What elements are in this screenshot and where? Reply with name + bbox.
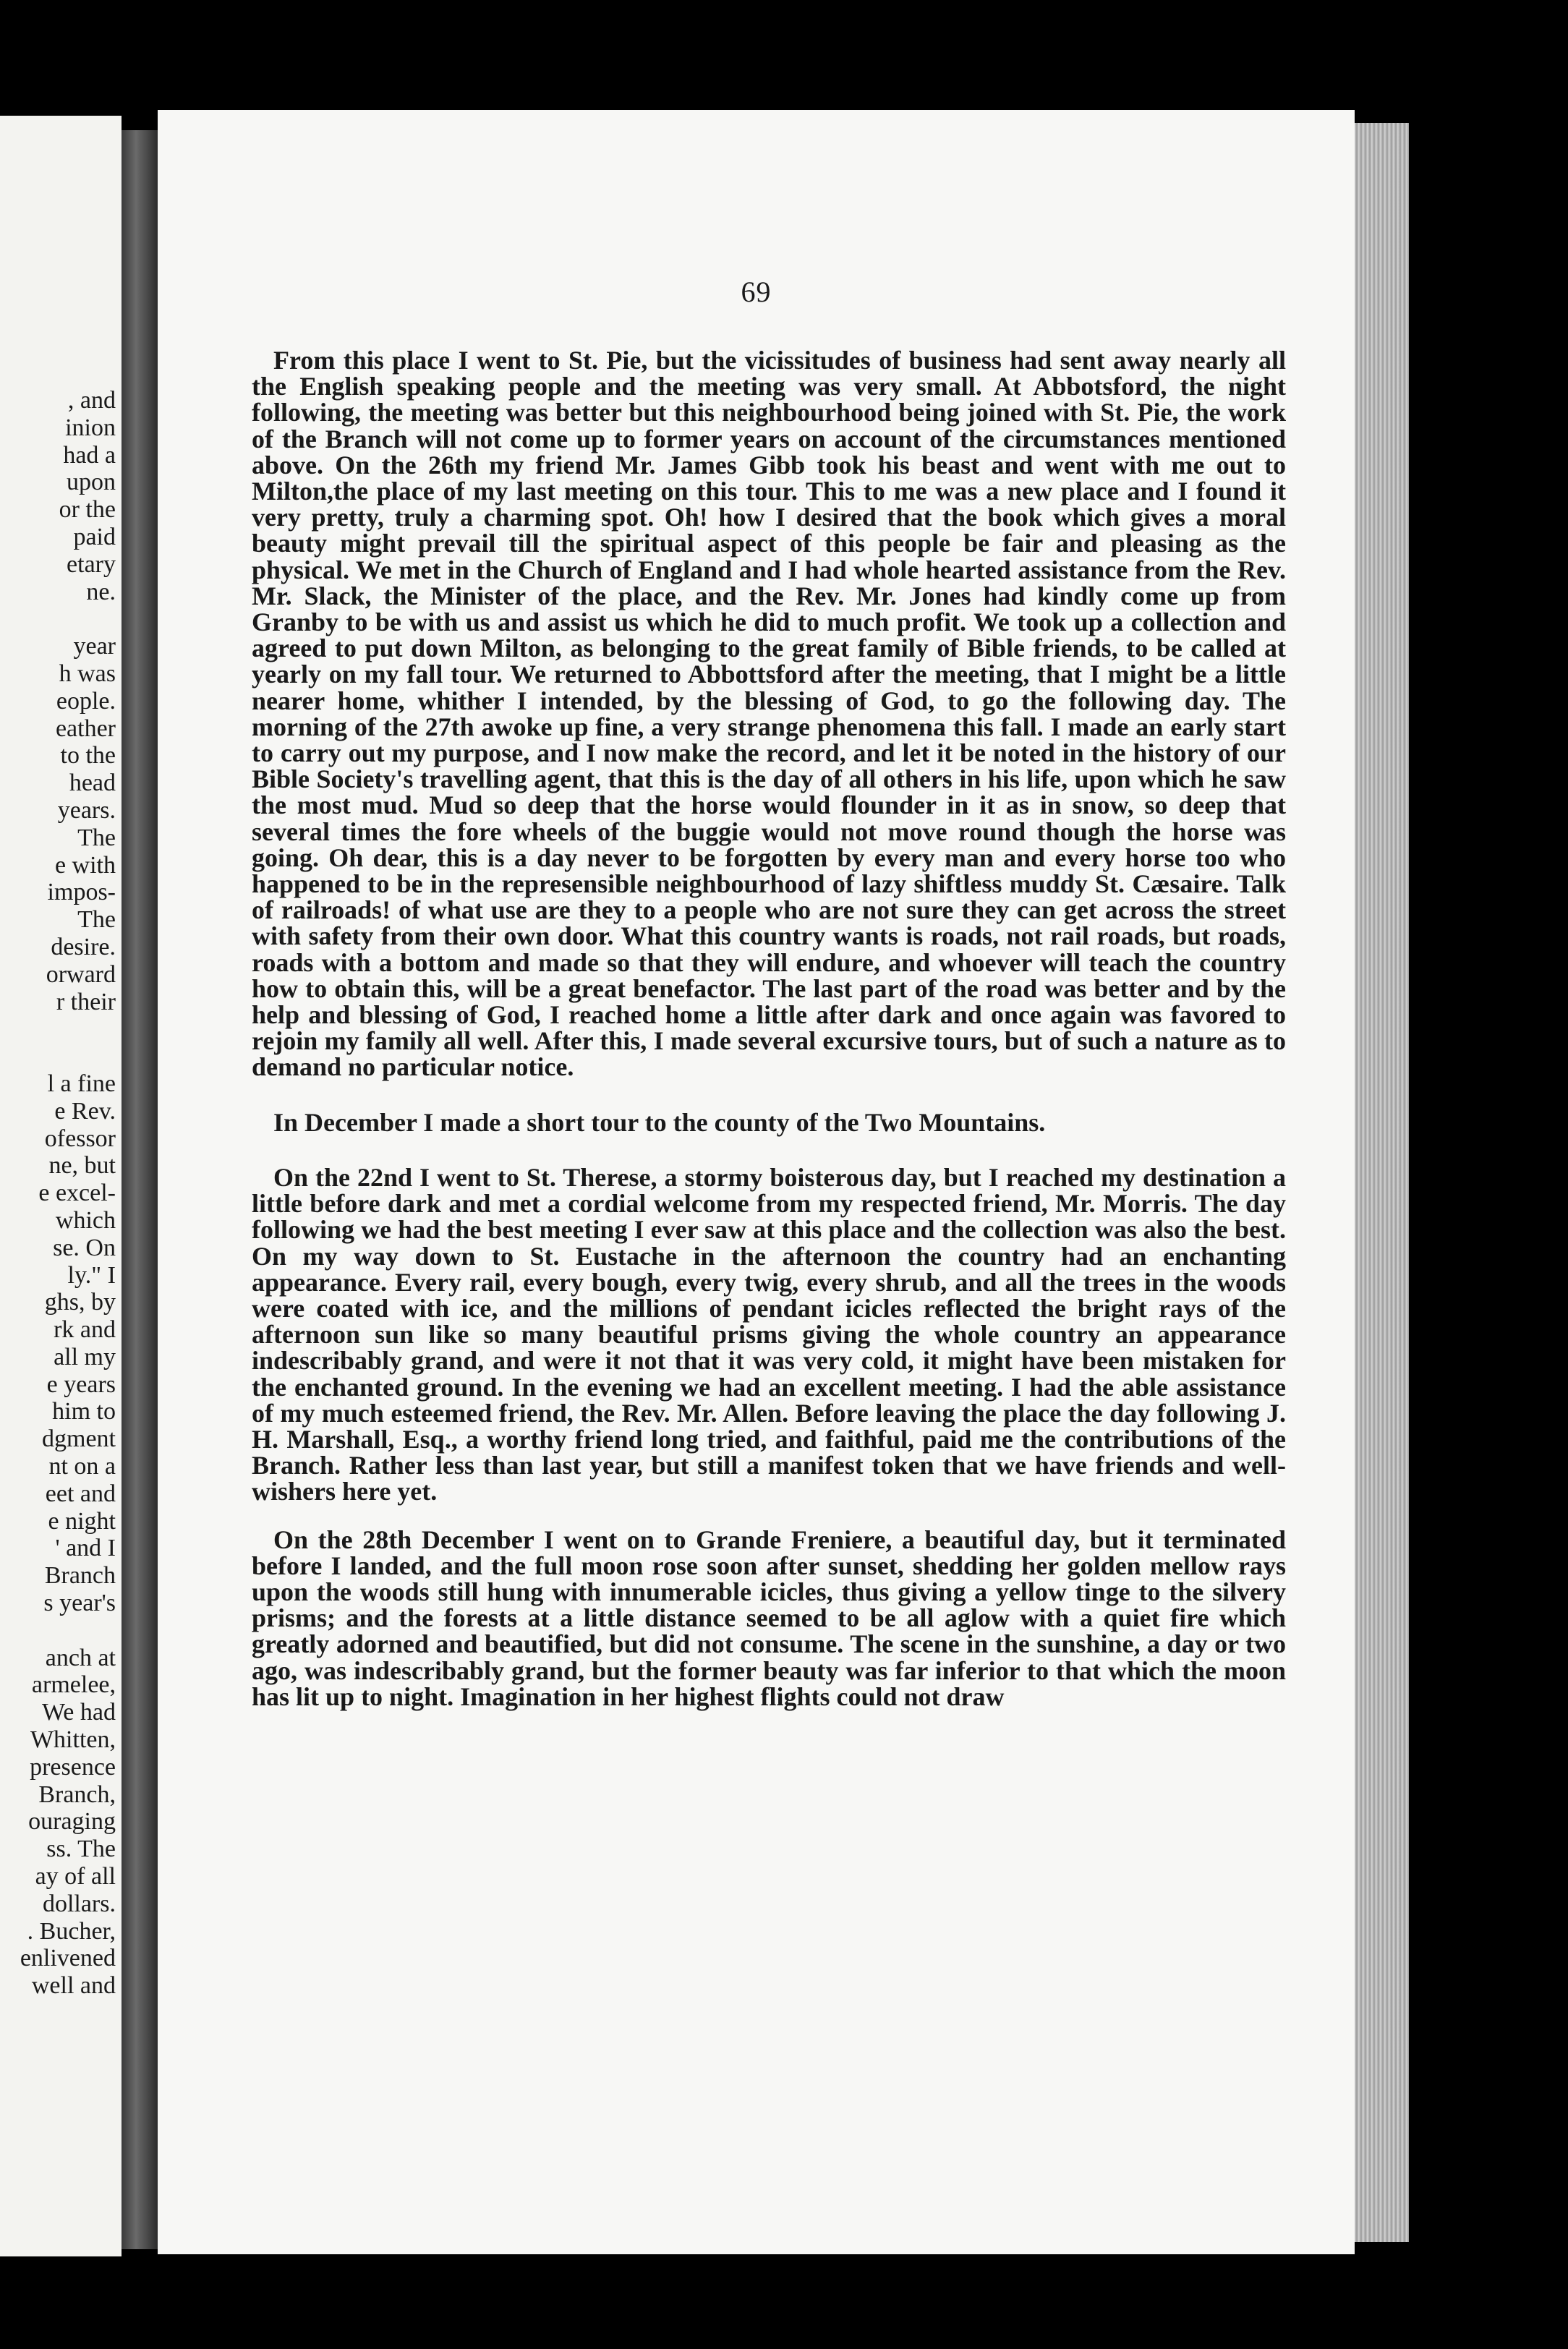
paragraph-2: In December I made a short tour to the county of the Two Mountains. [273,1107,1046,1137]
left-page-line: year [73,633,116,660]
left-page-line: ghs, by [44,1289,116,1316]
left-page-line: ly." I [67,1261,116,1289]
left-page-line: dgment [42,1425,116,1453]
left-page-line: armelee, [31,1671,116,1699]
left-page-line: paid [73,523,116,550]
left-page-line: e excel- [38,1180,116,1207]
left-page-line: We had [41,1699,116,1726]
left-page-line: e Rev. [54,1097,116,1125]
left-page-line: eather [55,715,116,742]
left-page-line [0,1043,116,1070]
left-page-line: s year's [43,1590,116,1617]
left-page-line: which [55,1206,116,1234]
left-page-text-fragments [0,387,116,2000]
left-page-line: dollars. [42,1890,116,1917]
left-page-line [0,1617,116,1645]
left-page-line: ofessor [44,1125,116,1152]
left-page-line: ' and I [55,1535,116,1562]
left-page-line: , and [67,387,116,414]
left-page-line: Branch, [38,1781,116,1808]
left-page-line: presence [30,1753,116,1781]
left-page-line: to the [60,742,116,770]
left-page-line: enlivened [20,1945,116,1972]
left-page-line: well and [31,1972,116,2000]
left-page-line: se. On [53,1234,116,1261]
left-page-line [0,1015,116,1043]
left-page-line: Branch [44,1562,116,1590]
left-page-line: . Bucher, [27,1917,116,1945]
left-page-line: anch at [45,1644,116,1671]
left-page-line: The [77,906,116,934]
left-page-line: rk and [54,1316,116,1344]
left-page-line: e years [46,1370,116,1398]
paragraph-4: On the 28th December I went on to Grande Freniere, a beautiful day, but it terminated before I landed, and the full moon rose soon after sunset, shedding her golden mellow rays upon the woods still hung with innumerable icicles, thus giving a yellow tinge to the silvery prisms; and the forests at a little distance seemed to be all aglow with a quiet fire which greatly adorned and beautified, but did not consume. The scene in the sunshine, a day or two ago, was indescribably grand, but the former beauty was far inferior to that which the moon has lit up to night. Imagination in her highest flights could not draw [252,1525,1286,1711]
left-page-line: ss. The [46,1836,116,1863]
left-page-line: Whitten, [30,1726,116,1754]
left-page-line: head [69,770,116,797]
left-page-line: ne, but [48,1152,116,1180]
left-page-line [0,605,116,633]
paragraph-3: On the 22nd I went to St. Therese, a stormy boisterous day, but I reached my destination a little before dark and met a cordial welcome from my respected friend, Mr. Morris. The day following we had the best meeting I ever saw at this place and the collection was also the best. On my way down to St. Eustache in the afternoon the country had an enchanting appearance. Every rail, every bough, every twig, every shrub, and all the trees in the woods were coated with ice, and the millions of pendant icicles reflected the bright rays of the afternoon sun like so many beautiful prisms giving the whole country an appearance indescribably grand, and were it not that it was very cold, it might have been mistaken for the enchanted ground. In the evening we had an excellent meeting. I had the able assistance of my much esteemed friend, the Rev. Mr. Allen. Before leaving the place the day following J. H. Marshall, Esq., a worthy friend long tried, and faithful, paid me the contributions of the Branch. Rather less than last year, but still a manifest token that we have friends and well-wishers here yet. [252,1162,1286,1506]
left-page-line: r their [56,988,116,1015]
left-page-line: orward [46,960,116,988]
left-page-line: nt on a [48,1453,116,1480]
left-page-line: l a fine [47,1070,116,1097]
left-page-line: desire. [51,933,116,960]
book-page [158,110,1355,2254]
page-number: 69 [741,276,772,308]
body-text [252,347,1286,1710]
left-page-line: years. [57,796,116,824]
left-page-line: etary [67,550,116,578]
left-page-line: e night [48,1507,116,1535]
paragraph-1: From this place I went to St. Pie, but the vicissitudes of business had sent away nearly all the English speaking people and the meeting was very small. At Abbotsford, the night following, the meeting was better but this neighbourhood being joined with St. Pie, the work of the Branch will not come up to former years on account of the circumstances mentioned above. On the 26th my friend Mr. James Gibb took his beast and went with me out to Milton,the place of my last meeting on this tour. This to me was a new place and I found it very pretty, truly a charming spot. Oh! how I desired that the book which gives a moral beauty might prevail till the spiritual aspect of this people be fair and pleasing as the physical. We met in the Church of England and I had whole hearted assistance from the Rev. Mr. Slack, the Minister of the place, and the Rev. Mr. Jones had kindly come up from Granby to be with us and assist us which he did to much profit. We took up a collection and agreed to put down Milton, as belonging to the great family of Bible friends, to be called at yearly on my fall tour. We returned to Abbottsford after the meeting, that I might be a little nearer home, whither I intended, by the blessing of God, to go the following day. The morning of the 27th awoke up fine, a very strange phenomena this fall. I made an early start to carry out my purpose, and I now make the record, and let it be noted in the history of our Bible Society's travelling agent, that this is the day of all others in his life, upon which he saw the most mud. Mud so deep that the horse would flounder in it as in snow, so deep that several times the fore wheels of the buggie would not move round though the horse was going. Oh dear, this is a day never to be forgotten by every man and every horse too who happened to be in the represensible neighbourhood of lazy shiftless muddy St. Cæsaire. Talk of railroads! of what use are they to a people who are not sure they can get across the street with safety from their own door. What this country wants is roads, not rail roads, but roads, roads with a bottom and made so that they will endure, and whoever will teach the country how to obtain this, will be a great benefactor. The last part of the road was better and by the help and blessing of God, I reached home a little after dark and once again was favored to rejoin my family all well. After this, I made several excursive tours, but of such a nature as to demand no particular notice. [252,346,1286,1082]
left-page-line: upon [67,469,116,496]
left-page-line: ne. [86,578,116,605]
left-page-line: impos- [47,879,116,906]
left-page-line: all my [54,1343,116,1370]
left-facing-page [0,116,122,2256]
left-page-line: ouraging [28,1808,116,1836]
left-page-line: e with [54,851,116,879]
left-page-line: or the [59,496,116,524]
page-edges [1355,123,1409,2242]
left-page-line: eople. [56,687,116,715]
left-page-line: had a [63,441,116,469]
left-page-line: h was [59,660,116,687]
left-page-line: ay of all [35,1863,116,1890]
left-page-line: inion [65,414,116,441]
book-gutter [122,130,158,2249]
left-page-line: eet and [45,1480,116,1507]
left-page-line: The [77,824,116,851]
left-page-line: him to [52,1398,116,1425]
